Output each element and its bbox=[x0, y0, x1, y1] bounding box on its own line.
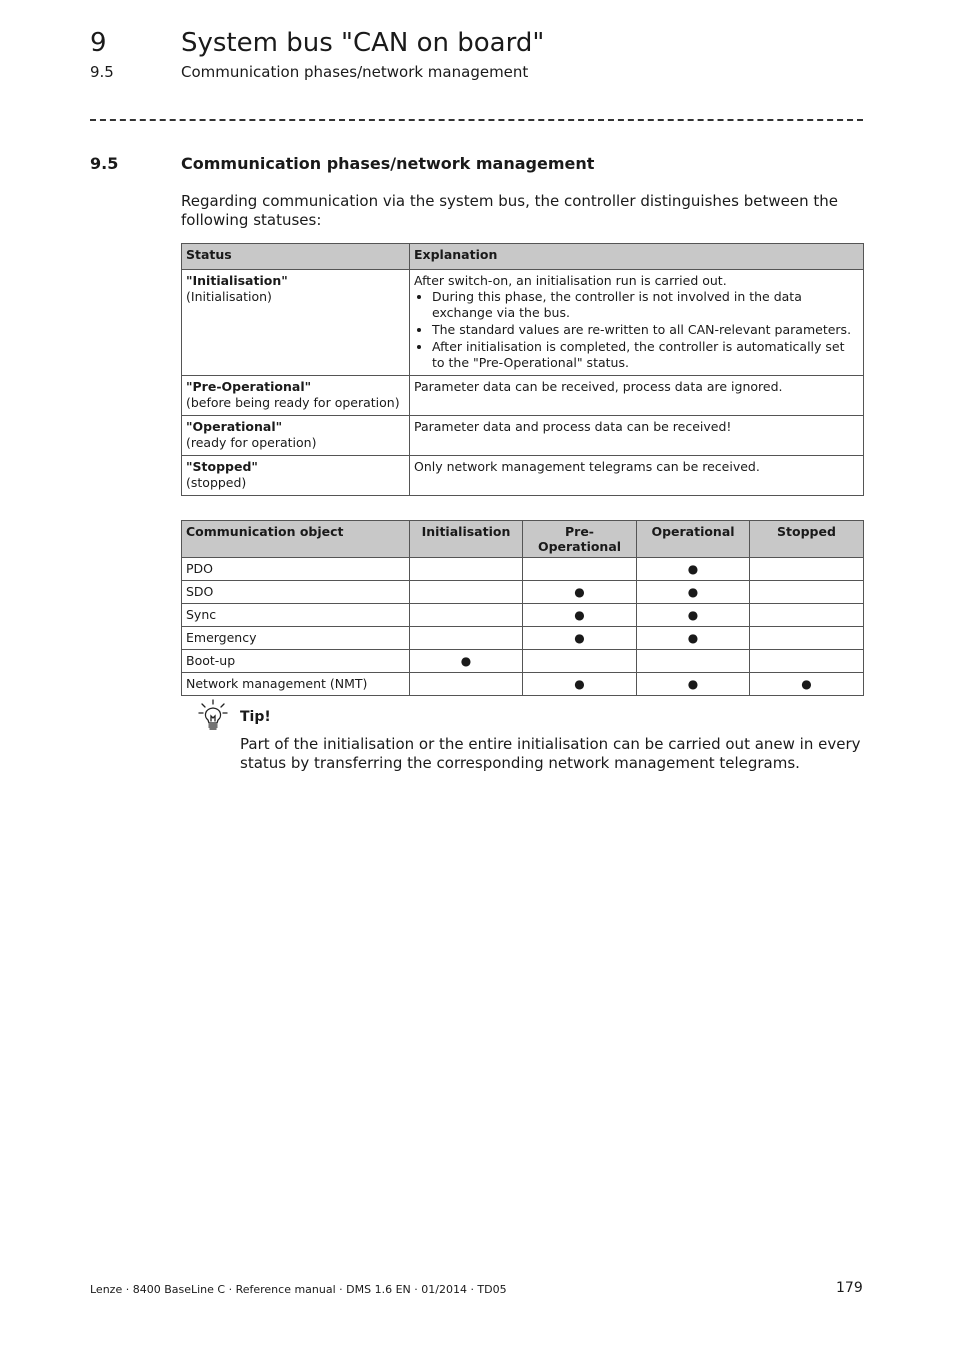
column-header: Initialisation bbox=[410, 521, 523, 558]
status-cell bbox=[182, 270, 410, 376]
table-row bbox=[182, 650, 864, 673]
status-name: "Pre-Operational" bbox=[186, 379, 312, 394]
status-mark: ● bbox=[523, 627, 637, 650]
object-name: Boot-up bbox=[182, 650, 410, 673]
status-mark bbox=[750, 604, 864, 627]
table-row bbox=[182, 673, 864, 696]
intro-paragraph: Regarding communication via the system bus, the controller distinguishes between the following statuses: bbox=[181, 192, 838, 229]
table-row bbox=[182, 416, 864, 456]
status-subtitle: (before being ready for operation) bbox=[186, 395, 400, 410]
status-subtitle: (Initialisation) bbox=[186, 289, 272, 304]
status-mark bbox=[523, 558, 637, 581]
page-number: 179 bbox=[836, 1280, 863, 1296]
explanation-cell: Parameter data can be received, process data are ignored. bbox=[410, 376, 864, 416]
table-row bbox=[182, 627, 864, 650]
status-mark: ● bbox=[523, 673, 637, 696]
object-name: Emergency bbox=[182, 627, 410, 650]
chapter-title: System bus "CAN on board" bbox=[181, 28, 545, 58]
explanation-cell bbox=[410, 270, 864, 376]
table-row bbox=[182, 376, 864, 416]
section-title: Communication phases/network management bbox=[181, 154, 595, 173]
section-number: 9.5 bbox=[90, 154, 119, 173]
header-section-title: Communication phases/network management bbox=[181, 63, 529, 81]
column-header: Status bbox=[182, 244, 410, 270]
object-name: Network management (NMT) bbox=[182, 673, 410, 696]
table-row bbox=[182, 581, 864, 604]
explanation-text: After switch-on, an initialisation run is carried out. bbox=[414, 273, 727, 288]
table-row bbox=[182, 270, 864, 376]
status-name: "Stopped" bbox=[186, 459, 258, 474]
status-mark: ● bbox=[523, 604, 637, 627]
status-table-header bbox=[182, 244, 864, 270]
header-divider bbox=[90, 119, 863, 121]
column-header: Pre-Operational bbox=[523, 521, 637, 558]
status-mark bbox=[410, 558, 523, 581]
status-mark: ● bbox=[637, 581, 750, 604]
header-section-number: 9.5 bbox=[90, 63, 114, 81]
column-header: Explanation bbox=[410, 244, 864, 270]
explanation-cell: Only network management telegrams can be received. bbox=[410, 456, 864, 496]
status-mark: ● bbox=[637, 673, 750, 696]
status-mark bbox=[637, 650, 750, 673]
status-mark bbox=[410, 627, 523, 650]
status-mark: ● bbox=[637, 627, 750, 650]
explanation-cell: Parameter data and process data can be received! bbox=[410, 416, 864, 456]
status-name: "Initialisation" bbox=[186, 273, 288, 288]
column-header: Communication object bbox=[182, 521, 410, 558]
column-header: Operational bbox=[637, 521, 750, 558]
footer-document-info: Lenze · 8400 BaseLine C · Reference manual · DMS 1.6 EN · 01/2014 · TD05 bbox=[90, 1283, 507, 1296]
status-mark bbox=[750, 558, 864, 581]
tip-label: Tip! bbox=[240, 709, 271, 725]
status-name: "Operational" bbox=[186, 419, 283, 434]
column-header: Stopped bbox=[750, 521, 864, 558]
status-mark: ● bbox=[637, 558, 750, 581]
object-name: Sync bbox=[182, 604, 410, 627]
communication-object-table bbox=[181, 520, 864, 696]
status-mark bbox=[750, 627, 864, 650]
object-name: PDO bbox=[182, 558, 410, 581]
list-item: • After initialisation is completed, the controller is automatically set to the "Pre-Operational" status. bbox=[432, 339, 859, 371]
status-subtitle: (ready for operation) bbox=[186, 435, 317, 450]
status-mark: ● bbox=[750, 673, 864, 696]
lightbulb-icon bbox=[198, 699, 228, 731]
object-name: SDO bbox=[182, 581, 410, 604]
status-mark bbox=[750, 581, 864, 604]
status-table bbox=[181, 243, 864, 496]
table-row bbox=[182, 604, 864, 627]
status-mark: ● bbox=[637, 604, 750, 627]
table-row bbox=[182, 558, 864, 581]
status-mark bbox=[750, 650, 864, 673]
list-item: • The standard values are re-written to all CAN-relevant parameters. bbox=[432, 322, 859, 338]
status-cell bbox=[182, 376, 410, 416]
explanation-list bbox=[414, 289, 859, 371]
status-mark: ● bbox=[410, 650, 523, 673]
status-mark: ● bbox=[523, 581, 637, 604]
chapter-number: 9 bbox=[90, 28, 107, 58]
status-mark bbox=[410, 673, 523, 696]
list-item: • During this phase, the controller is not involved in the data exchange via the bus. bbox=[432, 289, 859, 321]
status-mark bbox=[523, 650, 637, 673]
tip-text: Part of the initialisation or the entire initialisation can be carried out anew in every status by transferring the corresponding network management telegrams. bbox=[240, 735, 861, 772]
comm-table-header bbox=[182, 521, 864, 558]
status-mark bbox=[410, 604, 523, 627]
status-mark bbox=[410, 581, 523, 604]
status-cell bbox=[182, 416, 410, 456]
status-subtitle: (stopped) bbox=[186, 475, 247, 490]
status-cell bbox=[182, 456, 410, 496]
table-row bbox=[182, 456, 864, 496]
